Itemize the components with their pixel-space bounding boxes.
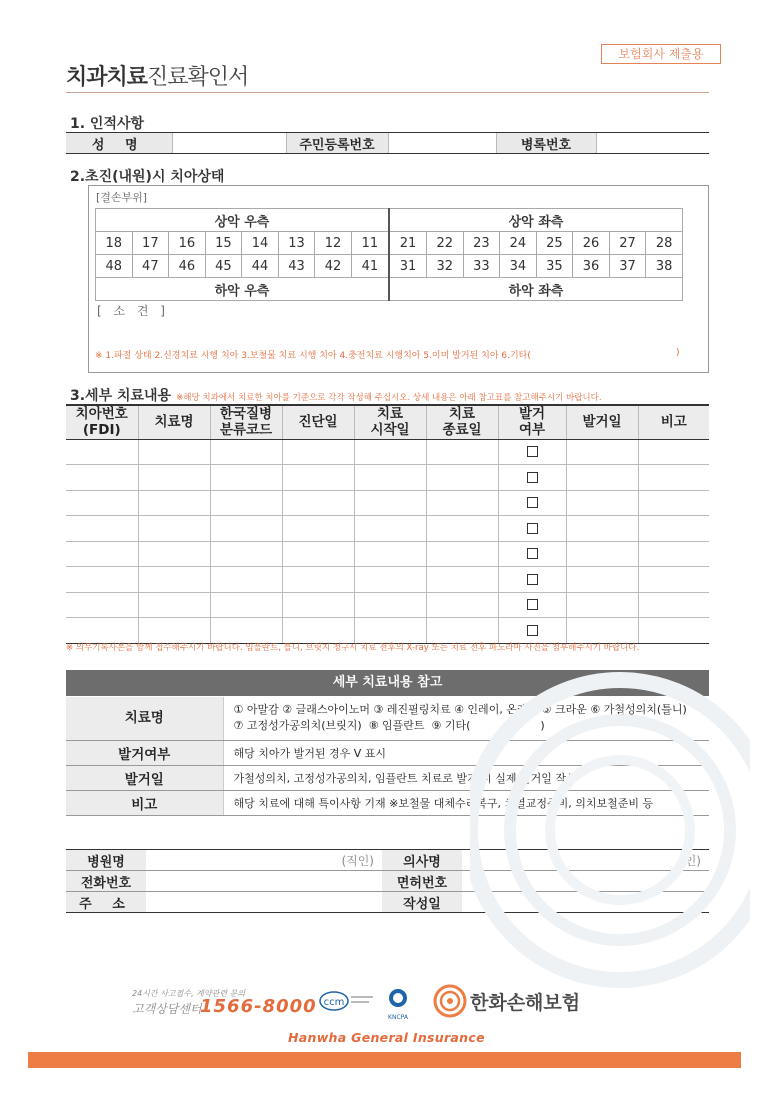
tooth-47[interactable]: 47 <box>132 255 169 278</box>
phone-label: 전화번호 <box>66 871 146 892</box>
detail-cell[interactable] <box>210 618 282 644</box>
title-light: 진료확인서 <box>147 65 249 90</box>
detail-cell[interactable] <box>138 516 210 542</box>
section1-title: 1. 인적사항 <box>70 116 145 132</box>
detail-cell[interactable] <box>210 541 282 567</box>
date-label: 작성일 <box>382 892 462 913</box>
footer-center-label: 고객상담센터 <box>132 1002 202 1016</box>
teeth-chart <box>95 208 683 301</box>
detail-header-col-9: 비고 <box>638 405 709 439</box>
title-bold: 치과치료 <box>66 65 148 90</box>
detail-cell[interactable] <box>566 567 638 593</box>
detail-cell[interactable] <box>138 567 210 593</box>
tooth-46[interactable]: 46 <box>169 255 206 278</box>
extraction-checkbox[interactable] <box>527 523 538 534</box>
detail-cell[interactable] <box>282 618 354 644</box>
detail-cell[interactable] <box>638 592 709 618</box>
extraction-cell[interactable] <box>498 592 566 618</box>
detail-cell[interactable] <box>210 465 282 491</box>
table-row <box>66 439 709 465</box>
phone-field[interactable] <box>146 871 382 892</box>
tooth-26[interactable]: 26 <box>573 232 610 255</box>
detail-cell[interactable] <box>354 567 426 593</box>
treatment-detail-table <box>66 404 709 644</box>
detail-header-col-1: 치아번호 (FDI) <box>66 405 138 439</box>
detail-cell[interactable] <box>354 618 426 644</box>
footer-small-text: 24시간 사고접수, 계약관련 문의 <box>132 989 246 998</box>
tooth-25[interactable]: 25 <box>536 232 573 255</box>
detail-cell[interactable] <box>66 567 138 593</box>
extraction-checkbox[interactable] <box>527 446 538 457</box>
personal-info-table <box>66 132 709 154</box>
tooth-21[interactable]: 21 <box>389 232 427 255</box>
table-row <box>66 592 709 618</box>
hospital-name-field[interactable] <box>146 850 382 871</box>
extraction-cell[interactable] <box>498 439 566 465</box>
watermark-logo <box>470 640 750 1000</box>
detail-cell[interactable] <box>566 541 638 567</box>
tooth-17[interactable]: 17 <box>132 232 169 255</box>
submit-label: 보험회사 제출용 <box>601 44 721 64</box>
table-row <box>66 516 709 542</box>
extraction-cell[interactable] <box>498 516 566 542</box>
table-row <box>66 490 709 516</box>
tooth-15[interactable]: 15 <box>205 232 242 255</box>
detail-cell[interactable] <box>66 618 138 644</box>
doctor-label: 의사명 <box>382 850 462 871</box>
tooth-24[interactable]: 24 <box>500 232 537 255</box>
footer-phone: 1566-8000 <box>200 996 317 1017</box>
tooth-31[interactable]: 31 <box>389 255 427 278</box>
tooth-43[interactable]: 43 <box>278 255 315 278</box>
detail-header-col-8: 발거일 <box>566 405 638 439</box>
extraction-checkbox[interactable] <box>527 497 538 508</box>
detail-cell[interactable] <box>426 541 498 567</box>
tooth-37[interactable]: 37 <box>609 255 646 278</box>
detail-cell[interactable] <box>210 490 282 516</box>
detail-cell[interactable] <box>426 592 498 618</box>
detail-cell[interactable] <box>138 592 210 618</box>
ref-treatment-line2: ⑦ 고정성가공의치(브릿지) ⑧ 임플란트 ⑨ 기타( ) <box>233 719 545 733</box>
detail-cell[interactable] <box>566 516 638 542</box>
section3-title: 3.세부 치료내용 <box>70 388 172 404</box>
hospital-name-label: 병원명 <box>66 850 146 871</box>
opinion-field[interactable] <box>95 318 683 344</box>
tooth-42[interactable]: 42 <box>315 255 352 278</box>
ref-extraction-date-text: 가철성의치, 고정성가공의치, 임플란트 치료로 발거 시 실제 발거일 작성 <box>223 765 709 790</box>
detail-cell[interactable] <box>210 439 282 465</box>
detail-cell[interactable] <box>638 516 709 542</box>
brand-english: Hanwha General Insurance <box>288 1030 485 1045</box>
ref-extraction-text: 해당 치아가 발거된 경우 V 표시 <box>223 740 709 765</box>
detail-cell[interactable] <box>566 490 638 516</box>
extraction-cell[interactable] <box>498 465 566 491</box>
detail-cell[interactable] <box>138 490 210 516</box>
upper-right-label: 상악 우측 <box>96 209 389 232</box>
detail-cell[interactable] <box>282 592 354 618</box>
detail-cell[interactable] <box>426 439 498 465</box>
address-field[interactable] <box>146 892 382 913</box>
detail-cell[interactable] <box>138 439 210 465</box>
detail-cell[interactable] <box>138 465 210 491</box>
tooth-11[interactable]: 11 <box>351 232 389 255</box>
address-label: 주 소 <box>66 892 146 913</box>
doctor-seal: (인) <box>680 853 701 868</box>
detail-cell[interactable] <box>566 439 638 465</box>
upper-left-label: 상악 좌측 <box>389 209 683 232</box>
tooth-23[interactable]: 23 <box>463 232 500 255</box>
tooth-38[interactable]: 38 <box>646 255 683 278</box>
tooth-33[interactable]: 33 <box>463 255 500 278</box>
footer-accent-bar <box>28 1052 741 1068</box>
detail-cell[interactable] <box>354 516 426 542</box>
tooth-35[interactable]: 35 <box>536 255 573 278</box>
detail-header-col-5: 치료 시작일 <box>354 405 426 439</box>
ref-extraction-date-label: 발거일 <box>66 765 223 790</box>
hanwha-logo-icon <box>432 984 468 1022</box>
ccm-logo <box>319 991 377 1015</box>
extraction-checkbox[interactable] <box>527 472 538 483</box>
detail-header-col-4: 진단일 <box>282 405 354 439</box>
tooth-32[interactable]: 32 <box>427 255 464 278</box>
tooth-18[interactable]: 18 <box>96 232 133 255</box>
extraction-checkbox[interactable] <box>527 599 538 610</box>
tooth-36[interactable]: 36 <box>573 255 610 278</box>
tooth-12[interactable]: 12 <box>315 232 352 255</box>
detail-cell[interactable] <box>66 439 138 465</box>
detail-header-col-7: 발거 여부 <box>498 405 566 439</box>
extraction-checkbox[interactable] <box>527 574 538 585</box>
ref-remarks-label: 비고 <box>66 790 223 815</box>
tooth-45[interactable]: 45 <box>205 255 242 278</box>
tooth-34[interactable]: 34 <box>500 255 537 278</box>
rrn-field[interactable] <box>388 133 496 154</box>
extraction-cell[interactable] <box>498 567 566 593</box>
lower-left-label: 하악 좌측 <box>389 278 683 301</box>
detail-header-col-2: 치료명 <box>138 405 210 439</box>
opinion-label: [ 소 견 ] <box>97 304 169 318</box>
detail-cell[interactable] <box>282 465 354 491</box>
detail-header-col-6: 치료 종료일 <box>426 405 498 439</box>
extraction-cell[interactable] <box>498 541 566 567</box>
detail-cell[interactable] <box>426 490 498 516</box>
condition-note: ※ 1.파절 상태 2.신경치료 시행 치아 3.보철물 치료 시행 치아 4.충전치료 시행치아 5.이미 발거된 치아 6.기타( <box>95 351 531 361</box>
detail-cell[interactable] <box>66 516 138 542</box>
section2-title: 2.초진(내원)시 치아상태 <box>70 169 225 185</box>
condition-note-close: ) <box>676 348 680 358</box>
detail-cell[interactable] <box>354 439 426 465</box>
lower-right-label: 하악 우측 <box>96 278 389 301</box>
detail-cell[interactable] <box>566 465 638 491</box>
detail-cell[interactable] <box>138 541 210 567</box>
ref-treatment-line1: ① 아말감 ② 글래스아이노머 ③ 레진필링치료 ④ 인레이, 온레이 ⑤ 크라운 ⑥ 가철성의치(틀니) <box>233 703 687 717</box>
section3-note: ※해당 치과에서 치료한 치아를 기준으로 각각 작성해 주십시오. 상세 내용은 아래 참고표를 참고해주시기 바랍니다. <box>176 393 602 403</box>
detail-cell[interactable] <box>282 516 354 542</box>
tooth-27[interactable]: 27 <box>609 232 646 255</box>
hospital-seal: (직인) <box>341 853 374 868</box>
detail-header-col-3: 한국질병 분류코드 <box>210 405 282 439</box>
detail-cell[interactable] <box>354 465 426 491</box>
tooth-28[interactable]: 28 <box>646 232 683 255</box>
detail-cell[interactable] <box>638 541 709 567</box>
kncpa-text: KNCPA <box>388 1014 408 1021</box>
rrn-label: 주민등록번호 <box>286 133 388 154</box>
detail-cell[interactable] <box>426 567 498 593</box>
tooth-48[interactable]: 48 <box>96 255 133 278</box>
ccm-text: ccm <box>323 997 345 1008</box>
table-row <box>66 465 709 491</box>
ref-extraction-label: 발거여부 <box>66 740 223 765</box>
reference-title: 세부 치료내용 참고 <box>66 670 709 696</box>
detail-cell[interactable] <box>566 592 638 618</box>
detail-cell[interactable] <box>426 465 498 491</box>
extraction-checkbox[interactable] <box>527 548 538 559</box>
medical-record-note: ※ 의무기록사본을 함께 접수해주시기 바랍니다. 임플란트, 틀니, 브릿지 청구시 치료 전후의 X-ray 또는 치료 전후 파노라마 사진을 첨부해주시기 바랍니다. <box>66 643 640 653</box>
record-field[interactable] <box>596 133 709 154</box>
ref-treatment-label: 치료명 <box>66 697 223 740</box>
detail-cell[interactable] <box>426 516 498 542</box>
detail-cell[interactable] <box>282 439 354 465</box>
tooth-22[interactable]: 22 <box>427 232 464 255</box>
name-field[interactable] <box>172 133 286 154</box>
detail-cell[interactable] <box>66 541 138 567</box>
table-row <box>66 567 709 593</box>
detail-cell[interactable] <box>66 490 138 516</box>
detail-cell[interactable] <box>354 592 426 618</box>
detail-cell[interactable] <box>282 490 354 516</box>
detail-cell[interactable] <box>638 567 709 593</box>
detail-cell[interactable] <box>282 541 354 567</box>
detail-cell[interactable] <box>282 567 354 593</box>
record-label: 병록번호 <box>496 133 596 154</box>
title-divider <box>66 92 709 93</box>
detail-cell[interactable] <box>354 490 426 516</box>
detail-cell[interactable] <box>138 618 210 644</box>
tooth-41[interactable]: 41 <box>351 255 389 278</box>
document-title <box>66 60 248 91</box>
tooth-44[interactable]: 44 <box>242 255 279 278</box>
detail-cell[interactable] <box>638 439 709 465</box>
license-label: 면허번호 <box>382 871 462 892</box>
detail-cell[interactable] <box>66 465 138 491</box>
section3-heading <box>70 385 602 405</box>
kncpa-logo <box>383 985 413 1029</box>
detail-cell[interactable] <box>210 516 282 542</box>
detail-cell[interactable] <box>354 541 426 567</box>
table-row <box>66 541 709 567</box>
detail-cell[interactable] <box>638 465 709 491</box>
detail-cell[interactable] <box>210 567 282 593</box>
ref-remarks-text: 해당 치료에 대해 특이사항 기재 ※보철물 대체수리복구, 치열교정준비, 의치보철준비 등 <box>223 790 709 815</box>
tooth-13[interactable]: 13 <box>278 232 315 255</box>
detail-cell[interactable] <box>210 592 282 618</box>
tooth-16[interactable]: 16 <box>169 232 206 255</box>
name-label: 성 명 <box>66 133 172 154</box>
tooth-14[interactable]: 14 <box>242 232 279 255</box>
extraction-checkbox[interactable] <box>527 625 538 636</box>
brand-name: 한화손해보험 <box>470 992 581 1014</box>
detail-cell[interactable] <box>638 490 709 516</box>
extraction-cell[interactable] <box>498 490 566 516</box>
detail-cell[interactable] <box>66 592 138 618</box>
missing-area-label: [결손부위] <box>96 191 148 204</box>
